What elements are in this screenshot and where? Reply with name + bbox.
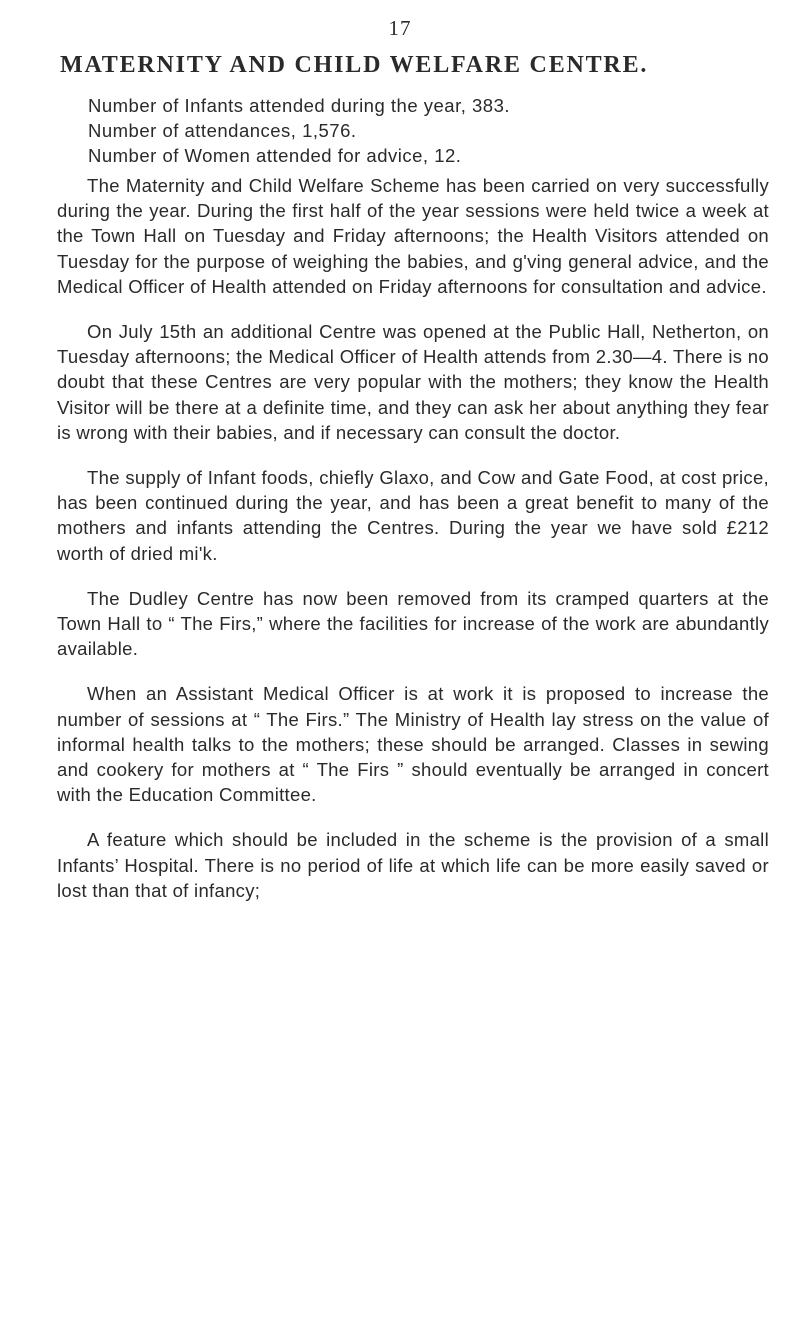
paragraph-dudley-centre: The Dudley Centre has now been removed from its cramped quarters at the Town Hall to “ The Firs,” where the facilities for increase of the work are abundantly available.: [57, 587, 769, 660]
stat-attendances: Number of attendances, 1,576.: [88, 120, 357, 141]
section-heading: MATERNITY AND CHILD WELFARE CENTRE.: [60, 52, 649, 78]
paragraph-assistant-officer: When an Assistant Medical Officer is at work it is proposed to increase the number of sessions at “ The Firs.” The Ministry of Health lay stress on the value of informal health talks to the mothers; these should be arranged. Classes in sewing and cookery for mothers at “ The Firs ” should eventually be arranged in concert with the Education Committee.: [57, 683, 769, 806]
paragraph-infant-foods: The supply of Infant foods, chiefly Glaxo, and Cow and Gate Food, at cost price, has been continued during the year, and has been a great benefit to many of the mothers and infants attending the Centres. During the year we have sold £212 worth of dried mi'k.: [57, 467, 769, 564]
stat-women-advice: Number of Women attended for advice, 12.: [88, 145, 462, 166]
body-text: [57, 173, 769, 923]
paragraph-scheme-overview: The Maternity and Child Welfare Scheme has been carried on very successfully during the year. During the first half of the year sessions were held twice a week at the Town Hall on Tuesday and Friday afternoons; the Health Visitors attended on Tuesday for the purpose of weighing the babies, and g'ving general advice, and the Medical Officer of Health attended on Friday afternoons for consultation and advice.: [57, 175, 769, 297]
stat-infants-attended: Number of Infants attended during the year, 383.: [88, 95, 511, 116]
paragraph-infants-hospital: A feature which should be included in the scheme is the provision of a small Infants’ Hospital. There is no period of life at which life can be more easily saved or lost than that of infancy;: [57, 829, 769, 901]
paragraph-netherton-centre: On July 15th an additional Centre was opened at the Public Hall, Netherton, on Tuesday afternoons; the Medical Officer of Health attends from 2.30—4. There is no doubt that these Centres are very popular with the mothers; they know the Health Visitor will be there at a definite time, and they can ask her about anything they fear is wrong with their babies, and if necessary can consult the doctor.: [57, 321, 769, 443]
page-number: 17: [388, 16, 412, 40]
statistics-list: [88, 93, 768, 168]
